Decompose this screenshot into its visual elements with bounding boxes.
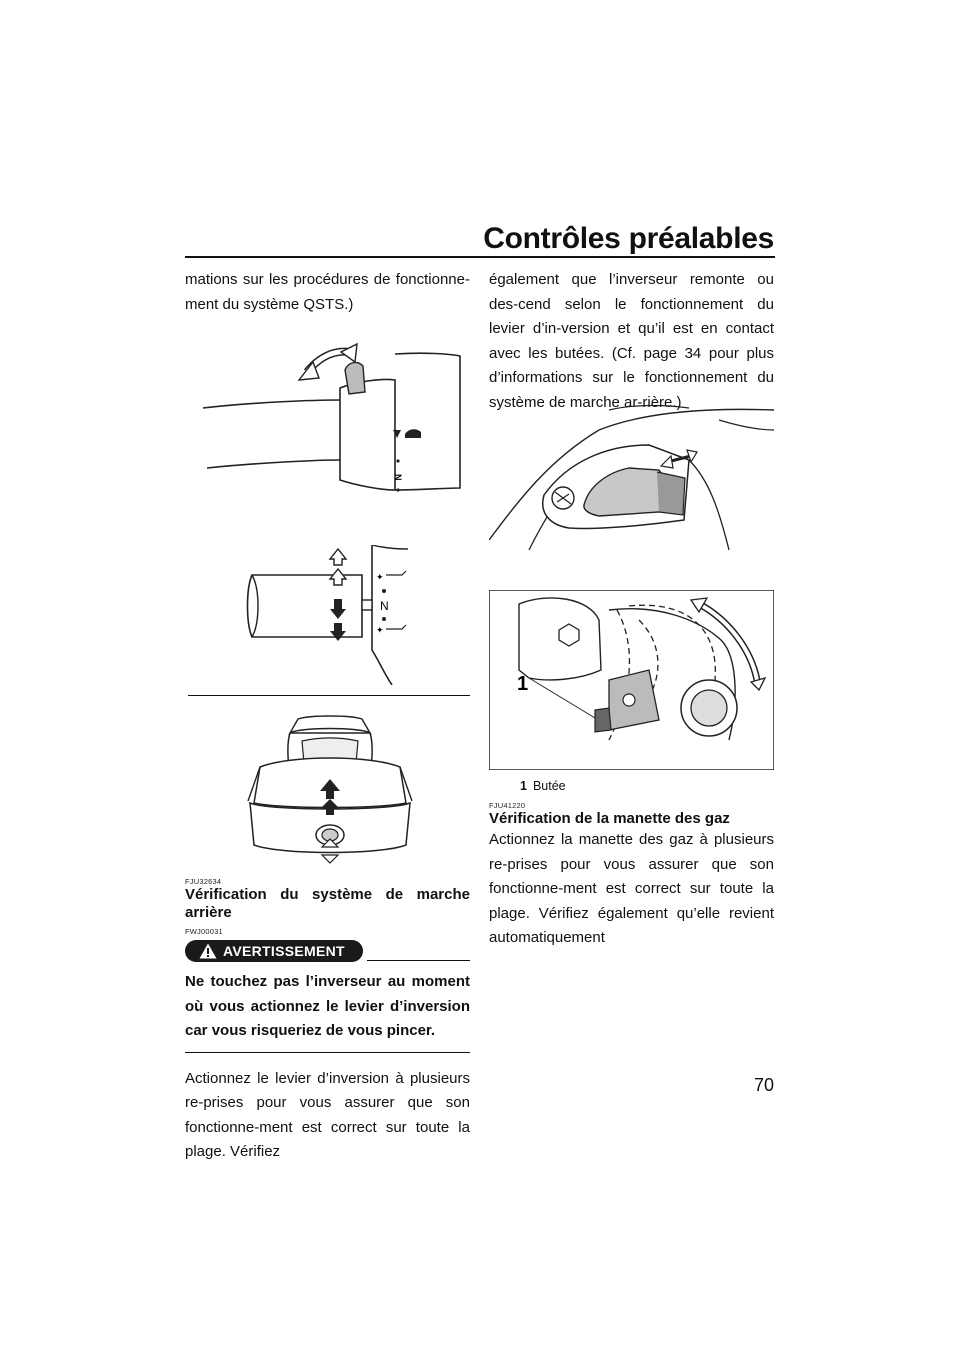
reverse-body-text: Actionnez le levier d’inversion à plusieurs re-prises pour vous assurer que son fonctionne-ment est correct sur toute la plage. Vérifiez bbox=[185, 1069, 470, 1160]
figure-caption bbox=[520, 779, 566, 793]
section-title-throttle: Vérification de la manette des gaz bbox=[489, 810, 730, 827]
warning-badge bbox=[185, 940, 363, 962]
svg-text:✦: ✦ bbox=[376, 572, 384, 582]
section-code: FJU32634 bbox=[185, 877, 222, 886]
left-intro-block bbox=[185, 268, 470, 317]
header-rule bbox=[185, 256, 775, 258]
warning-triangle-icon bbox=[199, 943, 217, 959]
section-title-reverse: Vérification du système de marche arrière bbox=[185, 886, 470, 921]
warning-rule bbox=[367, 960, 470, 961]
throttle-body-text: Actionnez la manette des gaz à plusieurs re-prises pour vous assurer que son fonctionne-ment est correct sur toute la plage. Vérifiez également qu’elle revient automatiquement bbox=[489, 831, 774, 946]
neutral-label: N bbox=[380, 599, 389, 613]
throttle-section bbox=[489, 802, 774, 951]
figure-reverse-lever-hull bbox=[489, 400, 774, 570]
section-code-throttle: FJU41220 bbox=[489, 801, 526, 810]
left-intro-text: mations sur les procédures de fonctionne-ment du système QSTS.) bbox=[185, 271, 470, 313]
warning-bottom-rule bbox=[185, 1052, 470, 1053]
right-intro-text: également que l’inverseur remonte ou des-cend selon le fonctionnement du levier d’in-version et qu’il est en contact avec les butées. (Cf. page 34 pour plus d’informations sur le fonctionnement du système de marche ar-rière.) bbox=[489, 271, 774, 411]
warning-text: Ne touchez pas l’inverseur au moment où vous actionnez le levier d’inversion car vous risqueriez de vous pincer. bbox=[185, 973, 470, 1039]
warning-header bbox=[185, 940, 470, 966]
warning-label: AVERTISSEMENT bbox=[223, 943, 345, 959]
caption-text: Butée bbox=[532, 779, 566, 793]
figure-handlebar-lever bbox=[195, 330, 465, 500]
right-intro-block bbox=[489, 268, 774, 415]
callout-1: 1 bbox=[517, 673, 529, 695]
figure-watercraft-rear bbox=[230, 705, 430, 865]
page-number: 70 bbox=[753, 1075, 774, 1095]
svg-text:✦: ✦ bbox=[376, 625, 384, 635]
figure-grip-positions bbox=[232, 545, 452, 685]
page-title: Contrôles préalables bbox=[483, 222, 774, 255]
figure-stopper-detail bbox=[489, 590, 774, 770]
reverse-section bbox=[185, 878, 470, 1165]
figure-divider bbox=[188, 695, 470, 696]
warning-code: FWJ00031 bbox=[185, 927, 223, 936]
caption-number: 1 bbox=[520, 779, 527, 793]
svg-text:N: N bbox=[393, 474, 403, 481]
